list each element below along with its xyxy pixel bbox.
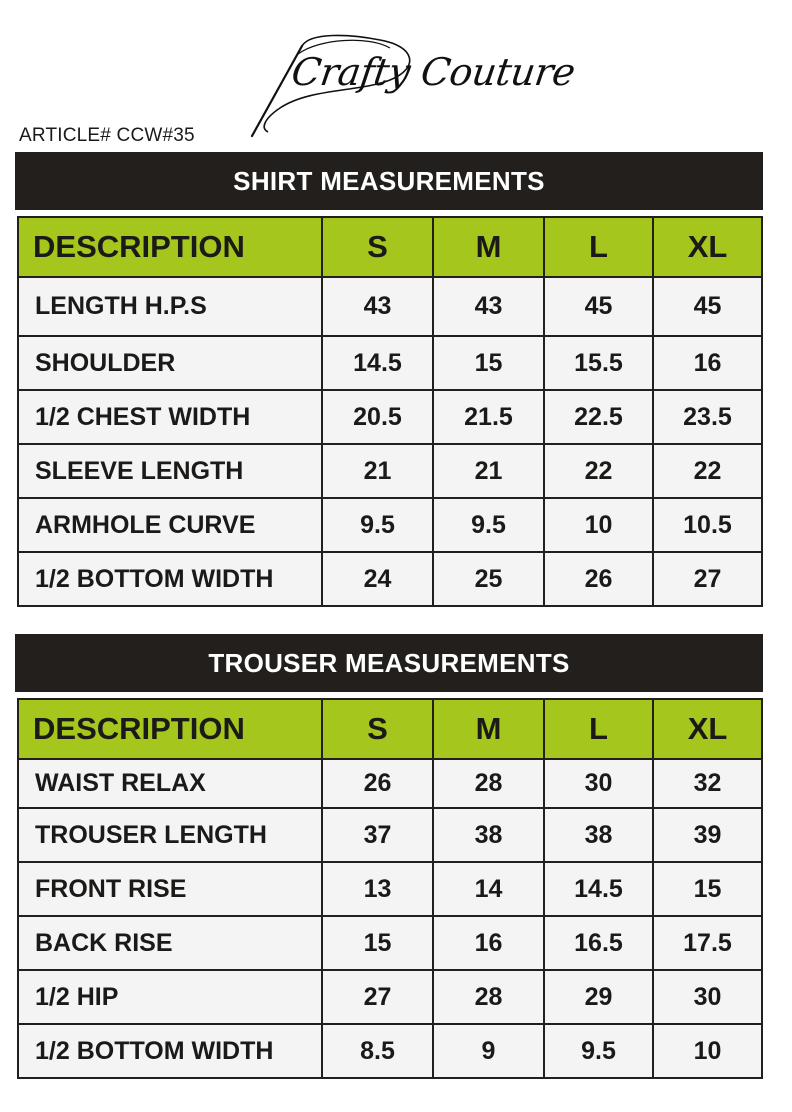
cell-m: 21	[433, 444, 544, 498]
table-row	[18, 444, 762, 498]
table-row	[18, 277, 762, 336]
row-label: 1/2 BOTTOM WIDTH	[18, 1024, 322, 1078]
cell-l: 26	[544, 552, 653, 606]
shirt-measurements-table	[17, 216, 763, 607]
trouser-section-title: TROUSER MEASUREMENTS	[15, 634, 763, 692]
trouser-measurements-table	[17, 698, 763, 1079]
article-number: ARTICLE# CCW#35	[19, 125, 195, 146]
table-header-row	[18, 217, 762, 277]
cell-l: 16.5	[544, 916, 653, 970]
cell-xl: 22	[653, 444, 762, 498]
column-header-description: DESCRIPTION	[18, 699, 322, 759]
column-header-l: L	[544, 699, 653, 759]
column-header-s: S	[322, 217, 433, 277]
row-label: FRONT RISE	[18, 862, 322, 916]
row-label: WAIST RELAX	[18, 759, 322, 808]
column-header-s: S	[322, 699, 433, 759]
cell-m: 43	[433, 277, 544, 336]
cell-xl: 30	[653, 970, 762, 1024]
cell-s: 24	[322, 552, 433, 606]
row-label: BACK RISE	[18, 916, 322, 970]
table-header-row	[18, 699, 762, 759]
table-row	[18, 498, 762, 552]
table-row	[18, 916, 762, 970]
row-label: ARMHOLE CURVE	[18, 498, 322, 552]
cell-xl: 45	[653, 277, 762, 336]
cell-m: 16	[433, 916, 544, 970]
cell-s: 21	[322, 444, 433, 498]
row-label: 1/2 HIP	[18, 970, 322, 1024]
row-label: 1/2 CHEST WIDTH	[18, 390, 322, 444]
cell-m: 9.5	[433, 498, 544, 552]
cell-xl: 10	[653, 1024, 762, 1078]
cell-s: 37	[322, 808, 433, 862]
cell-l: 22	[544, 444, 653, 498]
cell-xl: 15	[653, 862, 762, 916]
table-row	[18, 970, 762, 1024]
column-header-l: L	[544, 217, 653, 277]
row-label: SHOULDER	[18, 336, 322, 390]
cell-s: 15	[322, 916, 433, 970]
row-label: SLEEVE LENGTH	[18, 444, 322, 498]
cell-xl: 39	[653, 808, 762, 862]
cell-s: 20.5	[322, 390, 433, 444]
brand-logo: Crafty Couture	[288, 50, 578, 94]
table-row	[18, 862, 762, 916]
cell-l: 14.5	[544, 862, 653, 916]
cell-l: 22.5	[544, 390, 653, 444]
cell-s: 9.5	[322, 498, 433, 552]
cell-m: 25	[433, 552, 544, 606]
column-header-m: M	[433, 217, 544, 277]
cell-xl: 32	[653, 759, 762, 808]
cell-m: 38	[433, 808, 544, 862]
table-row	[18, 808, 762, 862]
cell-m: 28	[433, 970, 544, 1024]
column-header-m: M	[433, 699, 544, 759]
cell-xl: 23.5	[653, 390, 762, 444]
cell-xl: 10.5	[653, 498, 762, 552]
cell-s: 13	[322, 862, 433, 916]
column-header-xl: XL	[653, 217, 762, 277]
cell-s: 8.5	[322, 1024, 433, 1078]
row-label: TROUSER LENGTH	[18, 808, 322, 862]
cell-l: 30	[544, 759, 653, 808]
cell-m: 21.5	[433, 390, 544, 444]
table-row	[18, 759, 762, 808]
row-label: LENGTH H.P.S	[18, 277, 322, 336]
cell-s: 14.5	[322, 336, 433, 390]
cell-l: 29	[544, 970, 653, 1024]
column-header-description: DESCRIPTION	[18, 217, 322, 277]
cell-m: 9	[433, 1024, 544, 1078]
cell-s: 26	[322, 759, 433, 808]
table-row	[18, 552, 762, 606]
shirt-section-title: SHIRT MEASUREMENTS	[15, 152, 763, 210]
table-row	[18, 336, 762, 390]
cell-l: 45	[544, 277, 653, 336]
cell-l: 15.5	[544, 336, 653, 390]
cell-l: 38	[544, 808, 653, 862]
row-label: 1/2 BOTTOM WIDTH	[18, 552, 322, 606]
cell-xl: 17.5	[653, 916, 762, 970]
cell-m: 15	[433, 336, 544, 390]
column-header-xl: XL	[653, 699, 762, 759]
cell-m: 28	[433, 759, 544, 808]
cell-m: 14	[433, 862, 544, 916]
cell-l: 9.5	[544, 1024, 653, 1078]
cell-xl: 16	[653, 336, 762, 390]
table-row	[18, 1024, 762, 1078]
cell-s: 27	[322, 970, 433, 1024]
cell-l: 10	[544, 498, 653, 552]
table-row	[18, 390, 762, 444]
cell-s: 43	[322, 277, 433, 336]
cell-xl: 27	[653, 552, 762, 606]
